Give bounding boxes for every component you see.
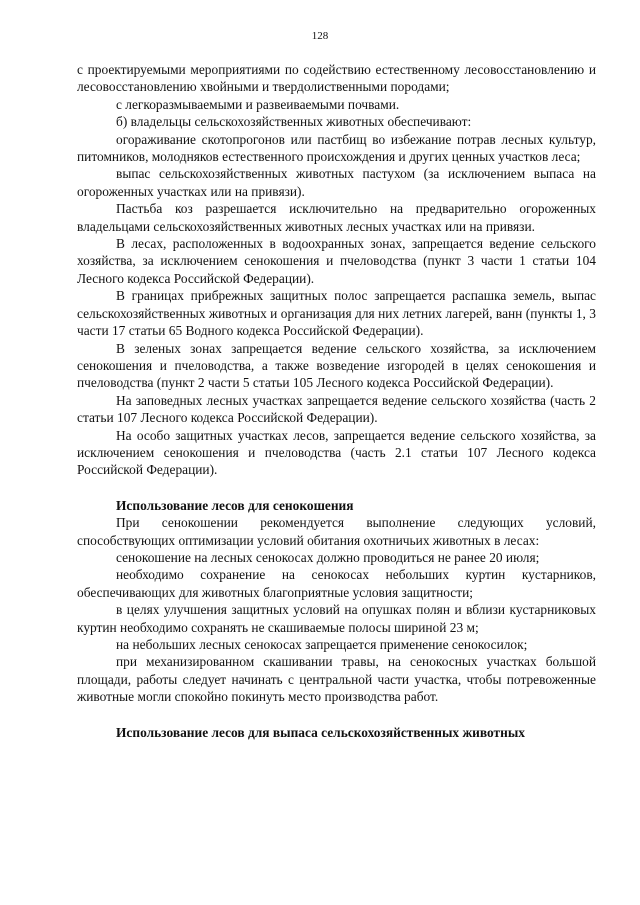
paragraph: В лесах, расположенных в водоохранных зонах, запрещается ведение сельского хозяйства, за исключением сенокошения и пчеловодства (пункт 3 части 1 статьи 104 Лесного кодекса Российской Федерации). [77,236,596,286]
paragraph: б) владельцы сельскохозяйственных животных обеспечивают: [116,114,472,130]
page-number: 128 [311,30,329,42]
paragraph: в целях улучшения защитных условий на опушках полян и вблизи кустарниковых куртин необходимо сохранять не скашиваемые полосы шириной 23 м; [77,602,596,635]
paragraph: огораживание скотопрогонов или пастбищ во избежание потрав лесных культур, питомников, молодняков естественного происхождения и других ценных участков леса; [77,131,596,165]
paragraph: выпас сельскохозяйственных животных пастухом (за исключением выпаса на огороженных участках или на привязи). [77,166,596,199]
paragraph: с легкоразмываемыми и развеиваемыми почвами. [116,96,400,112]
paragraph: при механизированном скашивании травы, на сенокосных участках большой площади, работы следует начинать с центральной части участка, чтобы потревоженные животные могли спокойно покинуть место производства работ. [77,654,596,705]
spacer [77,479,596,497]
paragraph: В границах прибрежных защитных полос запрещается распашка земель, выпас сельскохозяйственных животных и организация для них летних лагерей, ванн (пункты 1, 3 части 17 статьи 65 Водного кодекса Российской Федерации). [77,288,596,339]
paragraph: с проектируемыми мероприятиями по содействию естественному лесовосстановлению и лесовосстановлению хвойными и твердолиственными породами; [77,62,596,95]
section-heading-haymaking: Использование лесов для сенокошения [116,497,354,513]
page-body [77,61,596,741]
spacer [77,706,596,724]
section-heading-grazing: Использование лесов для выпаса сельскохозяйственных животных [116,724,525,740]
paragraph: При сенокошении рекомендуется выполнение следующих условий, способствующих оптимизации условий обитания охотничьих животных в лесах: [77,515,596,548]
paragraph: сенокошение на лесных сенокосах должно проводиться не ранее 20 июля; [116,549,540,565]
paragraph: на небольших лесных сенокосах запрещается применение сенокосилок; [116,637,528,652]
paragraph: На заповедных лесных участках запрещается ведение сельского хозяйства (часть 2 статьи 107 Лесного кодекса Российской Федерации). [77,392,596,426]
paragraph: В зеленых зонах запрещается ведение сельского хозяйства, за исключением сенокошения и пчеловодства, а также возведение изгородей в целях сенокошения и пчеловодства (пункт 2 части 5 статьи 105 Лесного кодекса Российской Федерации). [77,340,596,391]
paragraph: Пастьба коз разрешается исключительно на предварительно огороженных владельцами сельскохозяйственных животных лесных участках или на привязи. [77,201,596,234]
paragraph: необходимо сохранение на сенокосах небольших куртин кустарников, обеспечивающих для животных благоприятные условия защитности; [77,567,596,600]
paragraph: На особо защитных участках лесов, запрещается ведение сельского хозяйства, за исключением сенокошения и пчеловодства (часть 2.1 статьи 107 Лесного кодекса Российской Федерации). [77,427,596,478]
